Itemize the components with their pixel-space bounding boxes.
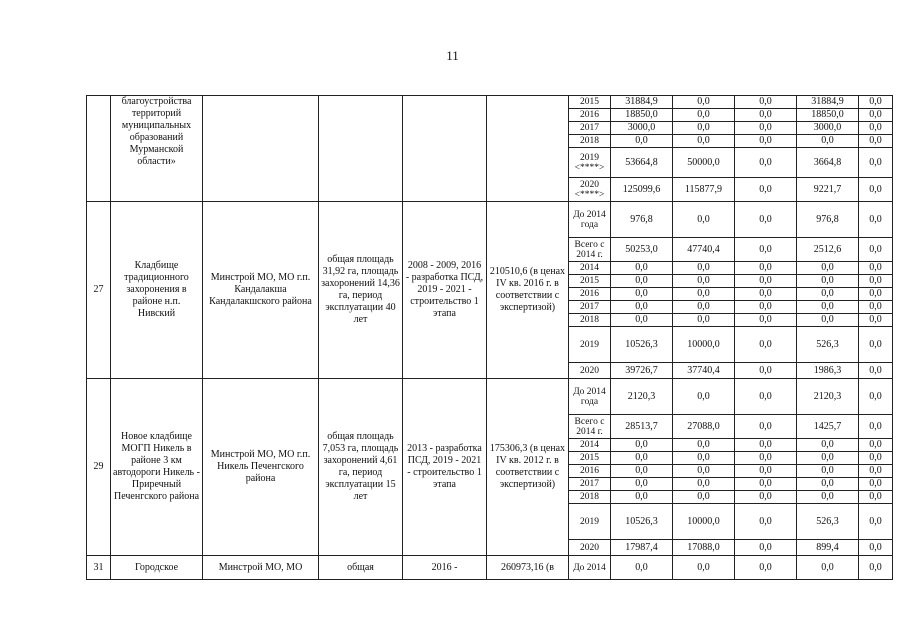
- amount-cell-v5: 0,0: [859, 202, 893, 238]
- amount-cell-v4: 0,0: [797, 491, 859, 504]
- page-number: 11: [446, 48, 459, 63]
- amount-cell-v4: 0,0: [797, 439, 859, 452]
- amount-cell-v2: 0,0: [673, 452, 735, 465]
- year-cell: До 2014 года: [569, 202, 611, 238]
- year-cell: Всего с 2014 г.: [569, 415, 611, 439]
- amount-cell-v1: 976,8: [611, 202, 673, 238]
- year-cell: 2017: [569, 122, 611, 135]
- amount-cell-v5: 0,0: [859, 135, 893, 148]
- amount-cell-v5: 0,0: [859, 452, 893, 465]
- customer-cell: [203, 96, 319, 202]
- amount-cell-v2: 0,0: [673, 109, 735, 122]
- amount-cell-v5: 0,0: [859, 96, 893, 109]
- cost-cell: [487, 96, 569, 202]
- amount-cell-v5: 0,0: [859, 238, 893, 262]
- amount-cell-v3: 0,0: [735, 379, 797, 415]
- customer-cell: Минстрой МО, МО г.п. Никель Печенгского района: [203, 379, 319, 556]
- amount-cell-v5: 0,0: [859, 178, 893, 202]
- amount-cell-v2: 17088,0: [673, 540, 735, 556]
- amount-cell-v2: 0,0: [673, 275, 735, 288]
- table-row: [87, 96, 893, 109]
- amount-cell-v3: 0,0: [735, 491, 797, 504]
- amount-cell-v3: 0,0: [735, 238, 797, 262]
- amount-cell-v5: 0,0: [859, 556, 893, 580]
- period-cell: 2013 - разработка ПСД, 2019 - 2021 - строительство 1 этапа: [403, 379, 487, 556]
- year-cell: 2020 <****>: [569, 178, 611, 202]
- year-cell: 2018: [569, 135, 611, 148]
- amount-cell-v4: 2120,3: [797, 379, 859, 415]
- amount-cell-v2: 0,0: [673, 202, 735, 238]
- year-cell: 2020: [569, 363, 611, 379]
- amount-cell-v3: 0,0: [735, 288, 797, 301]
- amount-cell-v2: 115877,9: [673, 178, 735, 202]
- period-cell: [403, 96, 487, 202]
- year-cell: 2014: [569, 262, 611, 275]
- amount-cell-v3: 0,0: [735, 415, 797, 439]
- amount-cell-v2: 0,0: [673, 96, 735, 109]
- amount-cell-v4: 0,0: [797, 288, 859, 301]
- year-cell: 2015: [569, 275, 611, 288]
- amount-cell-v3: 0,0: [735, 465, 797, 478]
- amount-cell-v5: 0,0: [859, 491, 893, 504]
- amount-cell-v1: 0,0: [611, 465, 673, 478]
- amount-cell-v4: 3000,0: [797, 122, 859, 135]
- amount-cell-v1: 53664,8: [611, 148, 673, 178]
- amount-cell-v2: 10000,0: [673, 327, 735, 363]
- amount-cell-v4: 976,8: [797, 202, 859, 238]
- amount-cell-v3: 0,0: [735, 327, 797, 363]
- amount-cell-v4: 0,0: [797, 301, 859, 314]
- amount-cell-v5: 0,0: [859, 148, 893, 178]
- amount-cell-v3: 0,0: [735, 109, 797, 122]
- amount-cell-v2: 47740,4: [673, 238, 735, 262]
- year-cell: 2017: [569, 478, 611, 491]
- amount-cell-v2: 50000,0: [673, 148, 735, 178]
- amount-cell-v5: 0,0: [859, 363, 893, 379]
- amount-cell-v4: 1986,3: [797, 363, 859, 379]
- amount-cell-v2: 0,0: [673, 314, 735, 327]
- amount-cell-v2: 0,0: [673, 556, 735, 580]
- year-cell: 2016: [569, 465, 611, 478]
- amount-cell-v5: 0,0: [859, 540, 893, 556]
- amount-cell-v5: 0,0: [859, 301, 893, 314]
- year-cell: 2019: [569, 504, 611, 540]
- amount-cell-v2: 0,0: [673, 262, 735, 275]
- amount-cell-v4: 0,0: [797, 465, 859, 478]
- amount-cell-v5: 0,0: [859, 275, 893, 288]
- year-cell: До 2014: [569, 556, 611, 580]
- year-cell: 2016: [569, 109, 611, 122]
- amount-cell-v4: 1425,7: [797, 415, 859, 439]
- amount-cell-v2: 27088,0: [673, 415, 735, 439]
- amount-cell-v4: 526,3: [797, 504, 859, 540]
- amount-cell-v4: 0,0: [797, 275, 859, 288]
- year-cell: 2020: [569, 540, 611, 556]
- period-cell: 2016 -: [403, 556, 487, 580]
- object-name-cell: Городское: [111, 556, 203, 580]
- amount-cell-v5: 0,0: [859, 504, 893, 540]
- amount-cell-v5: 0,0: [859, 327, 893, 363]
- amount-cell-v5: 0,0: [859, 262, 893, 275]
- year-cell: 2018: [569, 491, 611, 504]
- capacity-cell: общая площадь 31,92 га, площадь захоронений 14,36 га, период эксплуатации 40 лет: [319, 202, 403, 379]
- amount-cell-v1: 28513,7: [611, 415, 673, 439]
- amount-cell-v1: 0,0: [611, 262, 673, 275]
- amount-cell-v4: 3664,8: [797, 148, 859, 178]
- amount-cell-v2: 0,0: [673, 379, 735, 415]
- year-cell: 2015: [569, 96, 611, 109]
- amount-cell-v4: 0,0: [797, 314, 859, 327]
- amount-cell-v2: 0,0: [673, 439, 735, 452]
- amount-cell-v2: 37740,4: [673, 363, 735, 379]
- amount-cell-v3: 0,0: [735, 122, 797, 135]
- period-cell: 2008 - 2009, 2016 - разработка ПСД, 2019 - 2021 - строительство 1 этапа: [403, 202, 487, 379]
- year-cell: 2014: [569, 439, 611, 452]
- amount-cell-v5: 0,0: [859, 379, 893, 415]
- amount-cell-v1: 0,0: [611, 491, 673, 504]
- amount-cell-v4: 18850,0: [797, 109, 859, 122]
- year-cell: Всего с 2014 г.: [569, 238, 611, 262]
- row-number-cell: [87, 96, 111, 202]
- amount-cell-v1: 50253,0: [611, 238, 673, 262]
- amount-cell-v5: 0,0: [859, 109, 893, 122]
- amount-cell-v4: 899,4: [797, 540, 859, 556]
- amount-cell-v4: 31884,9: [797, 96, 859, 109]
- amount-cell-v2: 0,0: [673, 478, 735, 491]
- amount-cell-v4: 0,0: [797, 478, 859, 491]
- amount-cell-v2: 0,0: [673, 122, 735, 135]
- amount-cell-v4: 0,0: [797, 135, 859, 148]
- amount-cell-v5: 0,0: [859, 465, 893, 478]
- year-cell: 2015: [569, 452, 611, 465]
- year-cell: 2017: [569, 301, 611, 314]
- amount-cell-v2: 0,0: [673, 465, 735, 478]
- amount-cell-v1: 0,0: [611, 314, 673, 327]
- year-cell: До 2014 года: [569, 379, 611, 415]
- amount-cell-v5: 0,0: [859, 314, 893, 327]
- amount-cell-v2: 0,0: [673, 288, 735, 301]
- table-row: [87, 202, 893, 238]
- amount-cell-v5: 0,0: [859, 122, 893, 135]
- amount-cell-v1: 18850,0: [611, 109, 673, 122]
- amount-cell-v3: 0,0: [735, 135, 797, 148]
- investment-objects-table: [86, 95, 893, 580]
- amount-cell-v3: 0,0: [735, 556, 797, 580]
- amount-cell-v1: 31884,9: [611, 96, 673, 109]
- year-cell: 2018: [569, 314, 611, 327]
- year-cell: 2016: [569, 288, 611, 301]
- customer-cell: Минстрой МО, МО: [203, 556, 319, 580]
- amount-cell-v1: 0,0: [611, 556, 673, 580]
- amount-cell-v3: 0,0: [735, 452, 797, 465]
- amount-cell-v1: 0,0: [611, 135, 673, 148]
- capacity-cell: общая площадь 7,053 га, площадь захоронений 4,61 га, период эксплуатации 15 лет: [319, 379, 403, 556]
- amount-cell-v1: 10526,3: [611, 504, 673, 540]
- amount-cell-v2: 0,0: [673, 301, 735, 314]
- amount-cell-v4: 526,3: [797, 327, 859, 363]
- amount-cell-v3: 0,0: [735, 262, 797, 275]
- amount-cell-v3: 0,0: [735, 314, 797, 327]
- amount-cell-v1: 0,0: [611, 288, 673, 301]
- year-cell: 2019 <****>: [569, 148, 611, 178]
- object-name-cell: Новое кладбище МОГП Никель в районе 3 км автодороги Никель - Приречный Печенгского района: [111, 379, 203, 556]
- amount-cell-v2: 10000,0: [673, 504, 735, 540]
- amount-cell-v3: 0,0: [735, 363, 797, 379]
- amount-cell-v1: 0,0: [611, 452, 673, 465]
- amount-cell-v1: 0,0: [611, 275, 673, 288]
- amount-cell-v3: 0,0: [735, 96, 797, 109]
- amount-cell-v5: 0,0: [859, 415, 893, 439]
- row-number-cell: 27: [87, 202, 111, 379]
- cost-cell: 175306,3 (в ценах IV кв. 2012 г. в соответствии с экспертизой): [487, 379, 569, 556]
- row-number-cell: 29: [87, 379, 111, 556]
- amount-cell-v3: 0,0: [735, 178, 797, 202]
- amount-cell-v3: 0,0: [735, 301, 797, 314]
- amount-cell-v4: 0,0: [797, 556, 859, 580]
- table-row: [87, 556, 893, 580]
- amount-cell-v1: 0,0: [611, 301, 673, 314]
- customer-cell: Минстрой МО, МО г.п. Кандалакша Кандалакшского района: [203, 202, 319, 379]
- cost-cell: 260973,16 (в: [487, 556, 569, 580]
- amount-cell-v1: 0,0: [611, 439, 673, 452]
- object-name-cell: Кладбище традиционного захоронения в районе н.п. Нивский: [111, 202, 203, 379]
- amount-cell-v5: 0,0: [859, 288, 893, 301]
- amount-cell-v1: 125099,6: [611, 178, 673, 202]
- amount-cell-v1: 39726,7: [611, 363, 673, 379]
- amount-cell-v1: 17987,4: [611, 540, 673, 556]
- amount-cell-v4: 2512,6: [797, 238, 859, 262]
- table-row: [87, 379, 893, 415]
- amount-cell-v3: 0,0: [735, 478, 797, 491]
- capacity-cell: [319, 96, 403, 202]
- amount-cell-v4: 0,0: [797, 262, 859, 275]
- capacity-cell: общая: [319, 556, 403, 580]
- amount-cell-v5: 0,0: [859, 439, 893, 452]
- amount-cell-v3: 0,0: [735, 504, 797, 540]
- amount-cell-v4: 0,0: [797, 452, 859, 465]
- amount-cell-v1: 3000,0: [611, 122, 673, 135]
- amount-cell-v3: 0,0: [735, 148, 797, 178]
- amount-cell-v1: 10526,3: [611, 327, 673, 363]
- amount-cell-v3: 0,0: [735, 202, 797, 238]
- year-cell: 2019: [569, 327, 611, 363]
- amount-cell-v3: 0,0: [735, 275, 797, 288]
- amount-cell-v3: 0,0: [735, 439, 797, 452]
- amount-cell-v1: 2120,3: [611, 379, 673, 415]
- cost-cell: 210510,6 (в ценах IV кв. 2016 г. в соответствии с экспертизой): [487, 202, 569, 379]
- object-name-cell: благоустройства территорий муниципальных образований Мурманской области»: [111, 96, 203, 202]
- amount-cell-v4: 9221,7: [797, 178, 859, 202]
- amount-cell-v2: 0,0: [673, 135, 735, 148]
- amount-cell-v1: 0,0: [611, 478, 673, 491]
- amount-cell-v2: 0,0: [673, 491, 735, 504]
- amount-cell-v5: 0,0: [859, 478, 893, 491]
- row-number-cell: 31: [87, 556, 111, 580]
- amount-cell-v3: 0,0: [735, 540, 797, 556]
